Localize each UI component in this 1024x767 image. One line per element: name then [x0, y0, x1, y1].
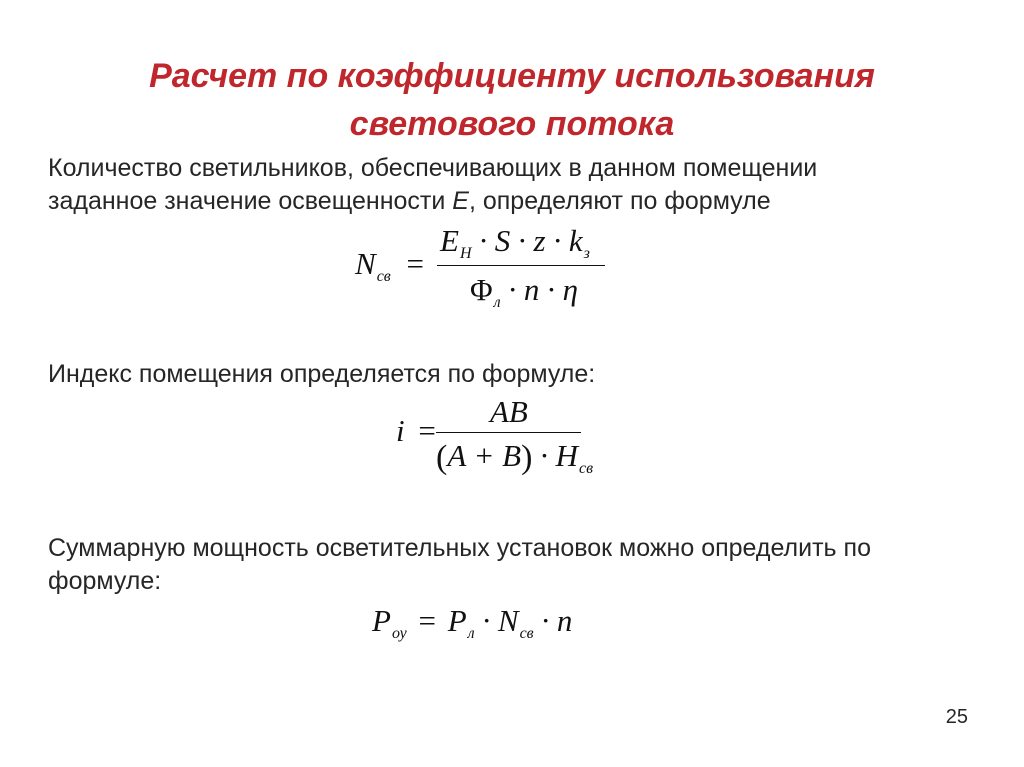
- paragraph-total-power: [48, 532, 998, 598]
- paragraph-1-line-2: [48, 185, 998, 218]
- formula-2-lhs: i =: [396, 413, 436, 448]
- paragraph-3-line-2: формуле:: [48, 567, 162, 595]
- formula-1-denominator: $\Phi_л \cdot n \cdot \eta$: [470, 272, 579, 311]
- formula-1-lhs: $N_{св}$ =: [355, 246, 424, 285]
- formula-total-power: $P_{оу} = P_л \cdot N_{св} \cdot n$: [372, 603, 573, 642]
- formula-1-numerator: $E_H \cdot S \cdot z \cdot k_з$: [440, 223, 590, 262]
- paragraph-3-line-1: Суммарную мощность осветительных установок можно определить по: [48, 534, 871, 562]
- formula-2-numerator: AB: [490, 394, 528, 429]
- page-number: 25: [945, 706, 968, 728]
- paragraph-1-line-2-pre: заданное значение освещенности: [48, 187, 453, 215]
- illuminance-variable: E: [452, 187, 469, 215]
- formula-1-fraction-line: [437, 265, 605, 266]
- slide-title: [0, 52, 1024, 148]
- paragraph-luminaire-count: [48, 152, 998, 218]
- slide-title-line-2: светового потока: [349, 105, 675, 143]
- formula-2-fraction-line: [436, 432, 581, 433]
- paragraph-room-index: Индекс помещения определяется по формуле:: [48, 360, 596, 388]
- paragraph-1-line-2-post: , определяют по формуле: [468, 187, 771, 215]
- formula-2-denominator: $(A + B) \cdot H_{св}$: [436, 438, 594, 477]
- paragraph-1-line-1: Количество светильников, обеспечивающих в данном помещении: [48, 154, 818, 182]
- slide-title-line-1: Расчет по коэффициенту использования: [149, 57, 875, 95]
